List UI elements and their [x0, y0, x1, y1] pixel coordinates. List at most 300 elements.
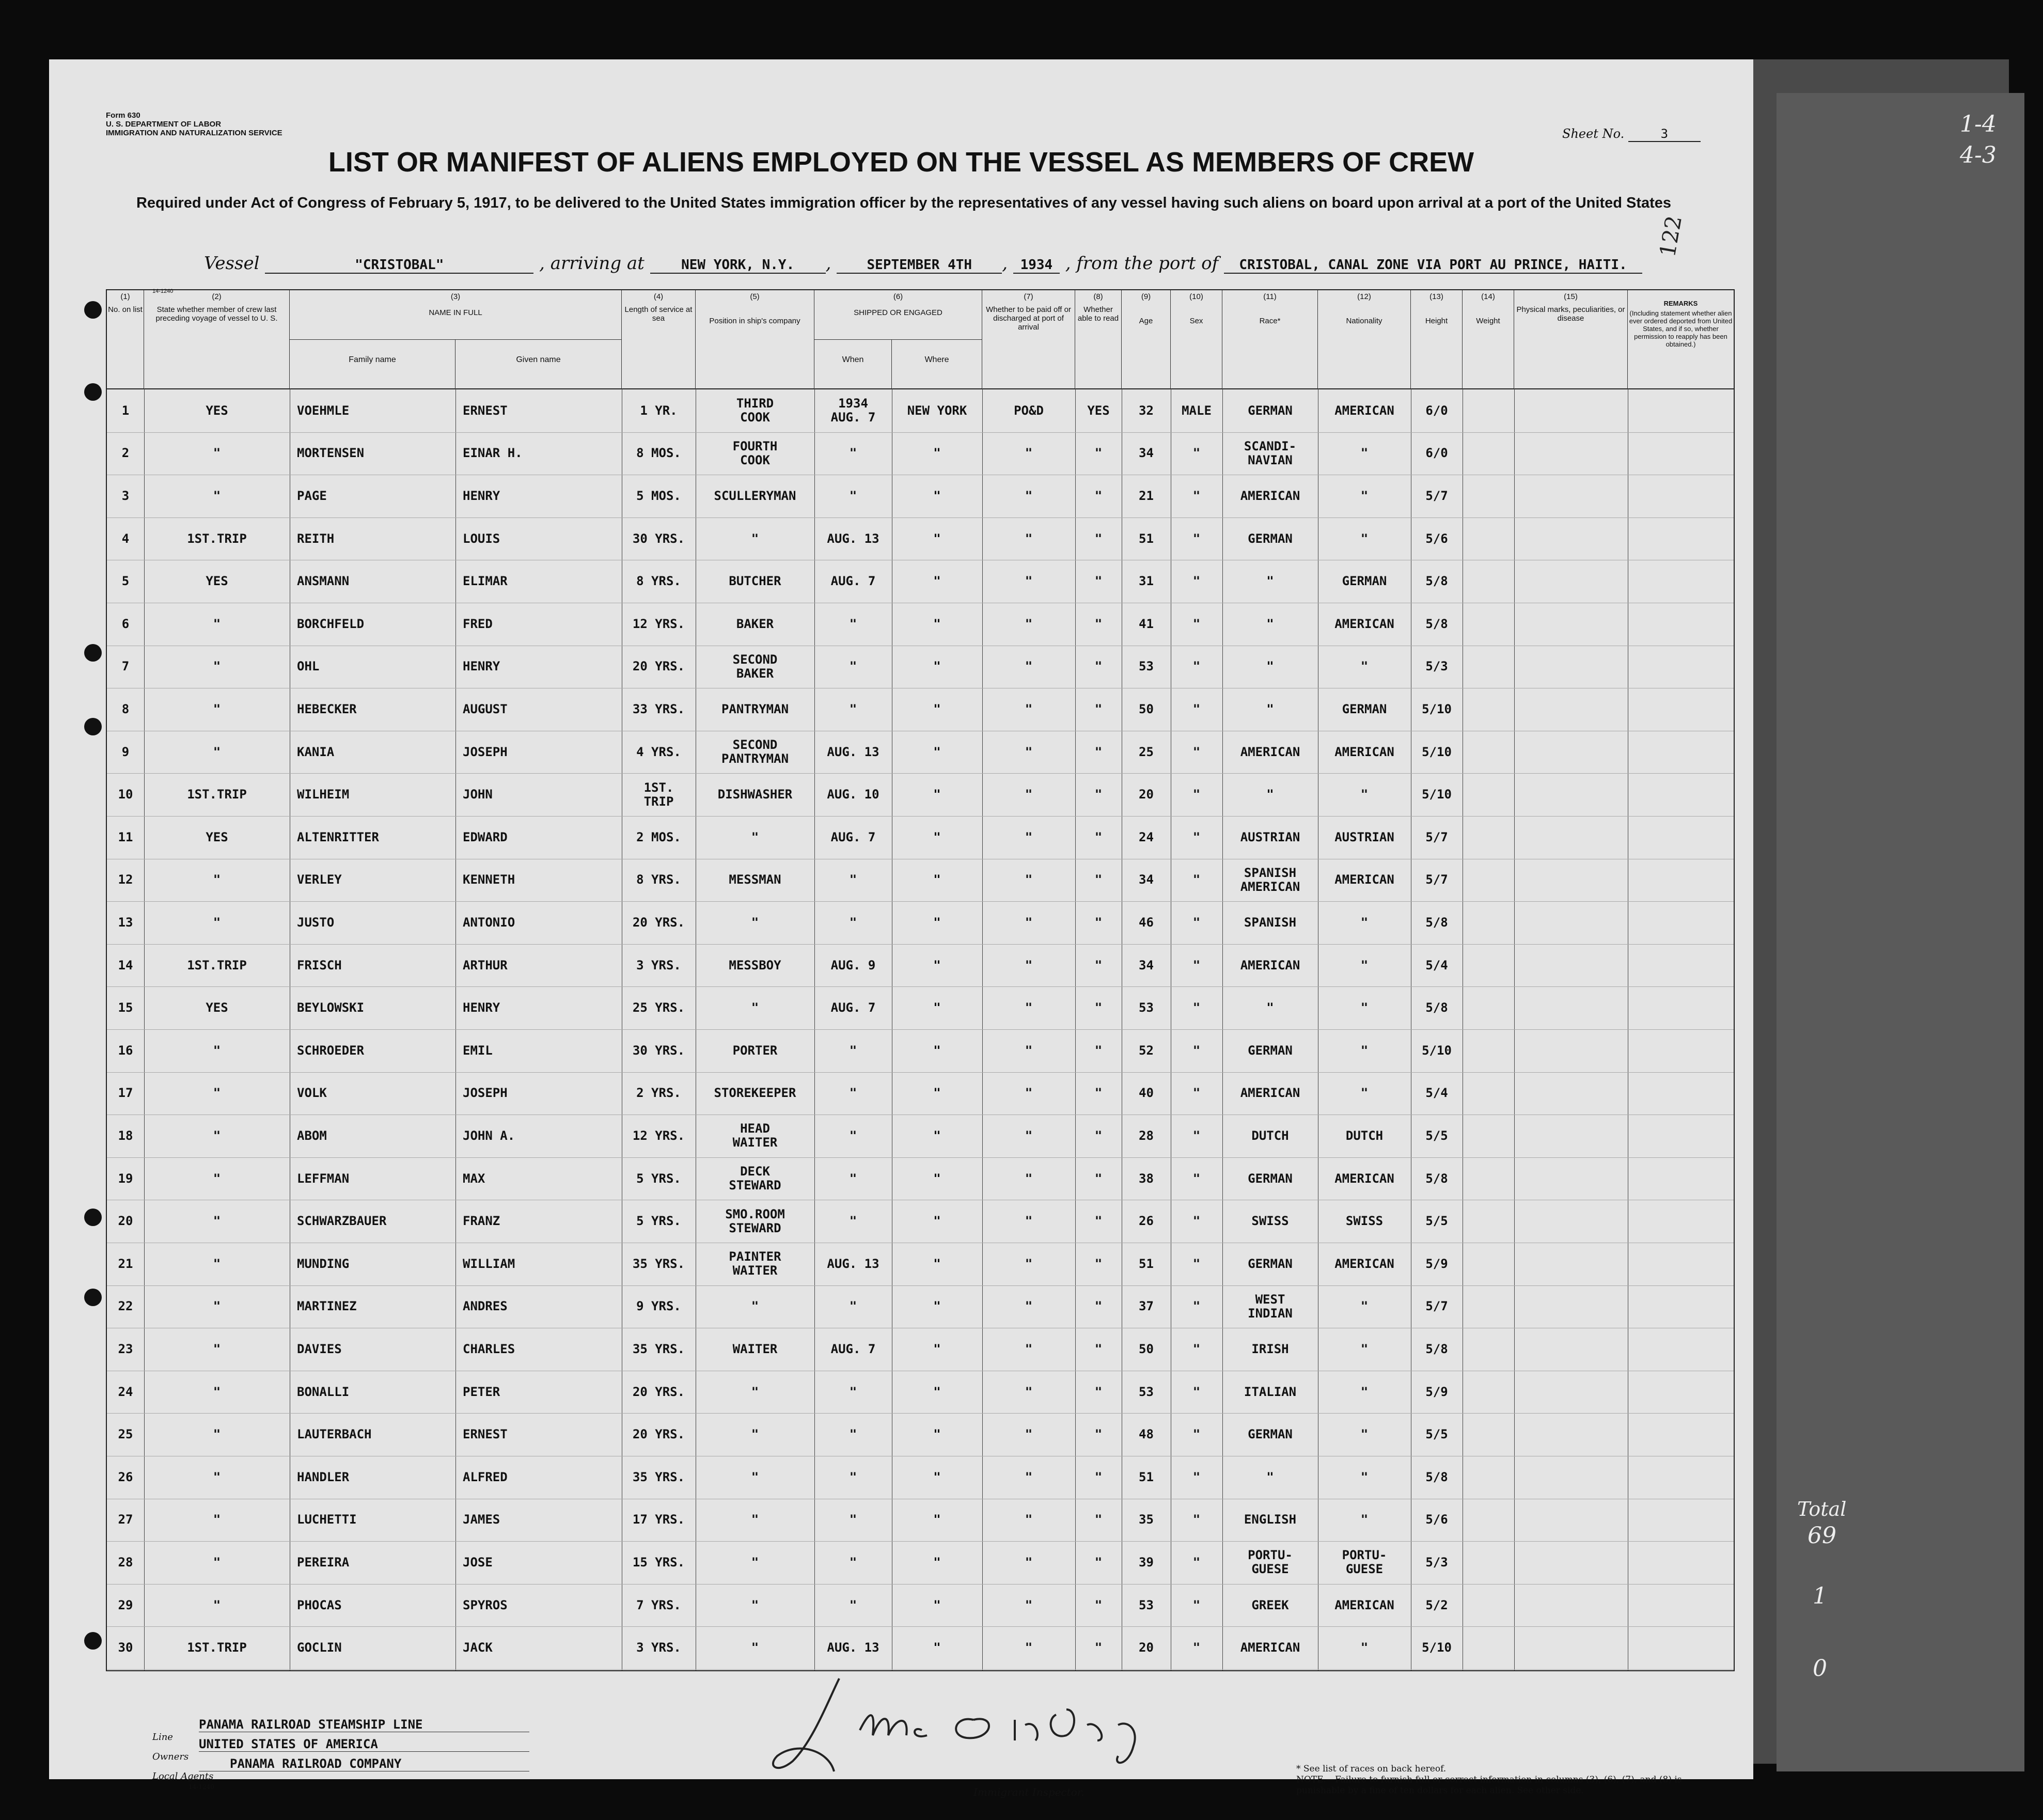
table-row: [107, 1413, 1734, 1456]
cell-family: DAVIES: [297, 1341, 342, 1356]
cell-height: 5/5: [1425, 1427, 1448, 1442]
cell-nationality: AMERICAN: [1334, 1597, 1394, 1612]
cell-prev: ": [213, 488, 221, 503]
cell-read: ": [1094, 1640, 1103, 1655]
cell-age: 34: [1139, 446, 1154, 461]
cell-no: 15: [118, 1000, 133, 1015]
cell-service: 7 YRS.: [636, 1597, 681, 1612]
cell-sex: ": [1192, 1000, 1201, 1015]
cell-sex: ": [1192, 1640, 1201, 1655]
cell-age: 31: [1139, 574, 1154, 589]
cell-race: AUSTRIAN: [1240, 829, 1300, 844]
cell-family: ANSMANN: [297, 574, 350, 589]
cell-prev: 1ST.TRIP: [187, 531, 247, 546]
cell-read: ": [1094, 1597, 1103, 1612]
cell-prev: ": [213, 1086, 221, 1101]
cell-nationality: AUSTRIAN: [1334, 829, 1394, 844]
owners-label: Owners: [152, 1751, 189, 1762]
cell-paid: ": [1025, 659, 1033, 674]
cell-paid: ": [1025, 829, 1033, 844]
cell-service: 5 MOS.: [636, 488, 681, 503]
owners-rule: [199, 1751, 529, 1752]
cell-sex: ": [1192, 958, 1201, 972]
cell-where: ": [933, 574, 941, 589]
cell-sex: ": [1192, 1555, 1201, 1570]
cell-service: 30 YRS.: [632, 1043, 685, 1058]
cell-where: ": [933, 1086, 941, 1101]
cell-given: ERNEST: [463, 1427, 508, 1442]
cell-race: ": [1266, 574, 1274, 589]
cell-no: 12: [118, 872, 133, 887]
cell-when: ": [849, 915, 857, 930]
cell-age: 20: [1139, 1640, 1154, 1655]
cell-where: ": [933, 1299, 941, 1314]
cell-where: ": [933, 1384, 941, 1399]
col-header-2: (2) State whether member of crew last preceding voyage of vessel to U. S.: [144, 290, 290, 388]
cell-where: ": [933, 659, 941, 674]
table-row: [107, 475, 1734, 518]
cell-race: ": [1266, 701, 1274, 716]
cell-service: 17 YRS.: [632, 1512, 685, 1527]
cell-service: 35 YRS.: [632, 1256, 685, 1271]
cell-height: 5/5: [1425, 1128, 1448, 1143]
cell-race: ": [1266, 659, 1274, 674]
cell-when: ": [849, 1086, 857, 1101]
cell-prev: ": [213, 1299, 221, 1314]
cell-service: 9 YRS.: [636, 1299, 681, 1314]
cell-given: WILLIAM: [463, 1256, 515, 1271]
cell-family: PHOCAS: [297, 1597, 342, 1612]
cell-when: ": [849, 1299, 857, 1314]
table-row: [107, 986, 1734, 1030]
cell-prev: ": [213, 701, 221, 716]
cell-service: 33 YRS.: [632, 701, 685, 716]
cell-where: ": [933, 616, 941, 631]
cell-read: ": [1094, 1043, 1103, 1058]
table-row: [107, 773, 1734, 817]
cell-race: SCANDI- NAVIAN: [1244, 438, 1297, 467]
cell-read: ": [1094, 1469, 1103, 1484]
cell-service: 1 YR.: [640, 403, 678, 418]
cell-family: ALTENRITTER: [297, 829, 379, 844]
cell-age: 39: [1139, 1555, 1154, 1570]
cell-family: GOCLIN: [297, 1640, 342, 1655]
cell-height: 5/10: [1422, 1043, 1452, 1058]
cell-when: AUG. 13: [827, 744, 879, 759]
cell-where: ": [933, 531, 941, 546]
cell-height: 5/10: [1422, 1640, 1452, 1655]
cell-read: ": [1094, 1086, 1103, 1101]
sheet-no-label: Sheet No.: [1562, 127, 1625, 141]
cell-when: AUG. 7: [830, 1341, 876, 1356]
table-row: [107, 646, 1734, 689]
cell-nationality: ": [1360, 1469, 1369, 1484]
cell-given: FRANZ: [463, 1214, 500, 1229]
cell-race: GERMAN: [1248, 1427, 1293, 1442]
cell-height: 5/7: [1425, 872, 1448, 887]
cell-nationality: AMERICAN: [1334, 1256, 1394, 1271]
cell-given: HENRY: [463, 659, 500, 674]
cell-service: 20 YRS.: [632, 1384, 685, 1399]
cell-no: 5: [121, 574, 130, 589]
cell-service: 35 YRS.: [632, 1469, 685, 1484]
cell-family: BEYLOWSKI: [297, 1000, 365, 1015]
cell-height: 5/8: [1425, 616, 1448, 631]
vessel-name: "CRISTOBAL": [265, 257, 533, 274]
cell-family: MORTENSEN: [297, 446, 365, 461]
cell-position: MESSMAN: [729, 872, 781, 887]
table-row: [107, 1029, 1734, 1073]
cell-no: 17: [118, 1086, 133, 1101]
vessel-line: Vessel "CRISTOBAL" , arriving at NEW YORK, N.Y. , SEPTEMBER 4TH , 1934 , from the port of CRISTOBAL, CANAL ZONE VIA PORT AU PRINCE, HAITI.: [204, 253, 1642, 274]
margin-note-1: 1-4: [1960, 111, 1997, 137]
margin-note-4: 0: [1813, 1655, 1827, 1682]
cell-where: ": [933, 787, 941, 802]
page-title: LIST OR MANIFEST OF ALIENS EMPLOYED ON THE VESSEL AS MEMBERS OF CREW: [328, 147, 1474, 178]
cell-read: ": [1094, 574, 1103, 589]
cell-when: ": [849, 872, 857, 887]
cell-when: ": [849, 1597, 857, 1612]
cell-service: 1ST. TRIP: [643, 780, 674, 809]
cell-sex: MALE: [1182, 403, 1212, 418]
from-port: CRISTOBAL, CANAL ZONE VIA PORT AU PRINCE, HAITI.: [1224, 257, 1642, 274]
cell-no: 3: [121, 488, 130, 503]
cell-paid: ": [1025, 1555, 1033, 1570]
cell-prev: ": [213, 616, 221, 631]
cell-family: WILHEIM: [297, 787, 350, 802]
cell-sex: ": [1192, 531, 1201, 546]
cell-position: THIRD COOK: [736, 396, 774, 425]
form-number: Form 630: [106, 111, 140, 120]
cell-no: 28: [118, 1555, 133, 1570]
cell-when: ": [849, 1171, 857, 1186]
table-row: [107, 731, 1734, 774]
cell-family: PAGE: [297, 488, 327, 503]
cell-nationality: ": [1360, 1086, 1369, 1101]
cell-no: 24: [118, 1384, 133, 1399]
col-header-1: (1) No. on list: [107, 290, 144, 388]
cell-given: HENRY: [463, 1000, 500, 1015]
cell-where: ": [933, 958, 941, 972]
binder-hole: [84, 1632, 102, 1650]
cell-race: SPANISH AMERICAN: [1240, 865, 1300, 894]
cell-when: ": [849, 1469, 857, 1484]
cell-no: 23: [118, 1341, 133, 1356]
cell-height: 5/8: [1425, 574, 1448, 589]
cell-age: 40: [1139, 1086, 1154, 1101]
cell-family: ABOM: [297, 1128, 327, 1143]
cell-position: ": [751, 1384, 759, 1399]
cell-position: ": [751, 1555, 759, 1570]
cell-read: ": [1094, 1000, 1103, 1015]
cell-where: ": [933, 1214, 941, 1229]
cell-nationality: ": [1360, 488, 1369, 503]
cell-family: MUNDING: [297, 1256, 350, 1271]
cell-height: 5/3: [1425, 1555, 1448, 1570]
margin-note-total: 69: [1808, 1523, 1836, 1549]
cell-race: ": [1266, 1000, 1274, 1015]
binder-hole: [84, 301, 102, 319]
cell-where: ": [933, 1640, 941, 1655]
cell-where: ": [933, 1597, 941, 1612]
cell-race: GERMAN: [1248, 1043, 1293, 1058]
table-row: [107, 560, 1734, 603]
cell-position: STOREKEEPER: [714, 1086, 796, 1101]
cell-position: ": [751, 829, 759, 844]
cell-nationality: ": [1360, 1043, 1369, 1058]
binder-hole: [84, 644, 102, 662]
cell-prev: ": [213, 744, 221, 759]
cell-paid: ": [1025, 446, 1033, 461]
cell-nationality: ": [1360, 915, 1369, 930]
cell-age: 50: [1139, 1341, 1154, 1356]
cell-where: ": [933, 1555, 941, 1570]
table-row: [107, 816, 1734, 859]
cell-where: ": [933, 1256, 941, 1271]
table-row: [107, 944, 1734, 987]
cell-service: 20 YRS.: [632, 915, 685, 930]
cell-prev: ": [213, 1214, 221, 1229]
table-row: [107, 603, 1734, 646]
col-subheader-given: Given name: [455, 339, 622, 388]
line-label: Line: [152, 1732, 173, 1743]
cell-when: ": [849, 1384, 857, 1399]
cell-race: AMERICAN: [1240, 958, 1300, 972]
cell-where: ": [933, 1171, 941, 1186]
cell-height: 5/8: [1425, 1341, 1448, 1356]
table-row: [107, 1626, 1734, 1670]
cell-paid: ": [1025, 1640, 1033, 1655]
col-header-7: (7) Whether to be paid off or discharged at port of arrival: [982, 290, 1075, 388]
cell-sex: ": [1192, 829, 1201, 844]
cell-service: 8 YRS.: [636, 574, 681, 589]
cell-paid: ": [1025, 701, 1033, 716]
cell-race: AMERICAN: [1240, 1086, 1300, 1101]
cell-when: ": [849, 659, 857, 674]
cell-paid: ": [1025, 1000, 1033, 1015]
cell-service: 5 YRS.: [636, 1171, 681, 1186]
cell-when: ": [849, 1512, 857, 1527]
cell-sex: ": [1192, 1597, 1201, 1612]
cell-sex: ": [1192, 915, 1201, 930]
cell-race: AMERICAN: [1240, 1640, 1300, 1655]
cell-where: ": [933, 915, 941, 930]
cell-service: 3 YRS.: [636, 1640, 681, 1655]
cell-position: ": [751, 1000, 759, 1015]
margin-note-2: 4-3: [1960, 142, 1997, 168]
cell-position: ": [751, 1597, 759, 1612]
table-row: [107, 432, 1734, 476]
cell-paid: ": [1025, 1086, 1033, 1101]
cell-position: WAITER: [732, 1341, 778, 1356]
cell-where: ": [933, 1427, 941, 1442]
cell-paid: ": [1025, 1214, 1033, 1229]
cell-nationality: ": [1360, 958, 1369, 972]
cell-position: SMO.ROOM STEWARD: [725, 1206, 785, 1235]
cell-paid: ": [1025, 1384, 1033, 1399]
cell-read: ": [1094, 1171, 1103, 1186]
cell-age: 53: [1139, 1000, 1154, 1015]
cell-sex: ": [1192, 574, 1201, 589]
cell-where: ": [933, 1469, 941, 1484]
cell-prev: ": [213, 1469, 221, 1484]
binder-hole: [84, 383, 102, 401]
cell-read: ": [1094, 1256, 1103, 1271]
cell-family: JUSTO: [297, 915, 335, 930]
cell-nationality: ": [1360, 446, 1369, 461]
cell-prev: ": [213, 1256, 221, 1271]
cell-nationality: ": [1360, 659, 1369, 674]
cell-given: JOSEPH: [463, 744, 508, 759]
cell-prev: 1ST.TRIP: [187, 787, 247, 802]
cell-read: ": [1094, 446, 1103, 461]
cell-position: ": [751, 1299, 759, 1314]
form-code-top: 14-1240: [152, 288, 174, 294]
table-row: [107, 1541, 1734, 1584]
cell-position: ": [751, 1427, 759, 1442]
cell-prev: ": [213, 1427, 221, 1442]
cell-position: BAKER: [736, 616, 774, 631]
cell-prev: ": [213, 1597, 221, 1612]
cell-race: GERMAN: [1248, 403, 1293, 418]
cell-given: PETER: [463, 1384, 500, 1399]
cell-position: BUTCHER: [729, 574, 781, 589]
cell-age: 52: [1139, 1043, 1154, 1058]
cell-where: ": [933, 1341, 941, 1356]
cell-no: 2: [121, 446, 130, 461]
cell-position: DECK STEWARD: [729, 1164, 781, 1193]
table-row: [107, 1200, 1734, 1243]
cell-race: AMERICAN: [1240, 744, 1300, 759]
cell-family: BORCHFELD: [297, 616, 365, 631]
cell-position: FOURTH COOK: [732, 438, 778, 467]
cell-race: GERMAN: [1248, 1171, 1293, 1186]
cell-prev: ": [213, 872, 221, 887]
cell-service: 35 YRS.: [632, 1341, 685, 1356]
agents-value: PANAMA RAILROAD COMPANY: [230, 1756, 402, 1771]
cell-no: 16: [118, 1043, 133, 1058]
arriving-port: NEW YORK, N.Y.: [650, 257, 826, 274]
cell-nationality: ": [1360, 1000, 1369, 1015]
cell-age: 20: [1139, 787, 1154, 802]
cell-nationality: ": [1360, 1427, 1369, 1442]
department: U. S. DEPARTMENT OF LABOR: [106, 120, 222, 129]
cell-prev: ": [213, 1171, 221, 1186]
col-header-12: (12) Nationality: [1318, 290, 1411, 388]
cell-given: EINAR H.: [463, 446, 523, 461]
cell-given: EMIL: [463, 1043, 493, 1058]
table-row: [107, 389, 1734, 433]
cell-sex: ": [1192, 1341, 1201, 1356]
cell-race: SWISS: [1251, 1214, 1289, 1229]
cell-family: FRISCH: [297, 958, 342, 972]
cell-age: 46: [1139, 915, 1154, 930]
cell-read: ": [1094, 659, 1103, 674]
cell-read: ": [1094, 829, 1103, 844]
owners-value: UNITED STATES OF AMERICA: [199, 1737, 378, 1751]
cell-sex: ": [1192, 1427, 1201, 1442]
cell-prev: ": [213, 1384, 221, 1399]
cell-sex: ": [1192, 1299, 1201, 1314]
cell-nationality: ": [1360, 531, 1369, 546]
cell-service: 3 YRS.: [636, 958, 681, 972]
cell-sex: ": [1192, 488, 1201, 503]
cell-position: ": [751, 1469, 759, 1484]
cell-no: 20: [118, 1214, 133, 1229]
cell-family: SCHROEDER: [297, 1043, 365, 1058]
cell-no: 13: [118, 915, 133, 930]
cell-when: ": [849, 1043, 857, 1058]
col-header-9: (9) Age: [1122, 290, 1171, 388]
cell-race: GERMAN: [1248, 531, 1293, 546]
cell-family: LUCHETTI: [297, 1512, 357, 1527]
cell-where: ": [933, 829, 941, 844]
cell-sex: ": [1192, 1512, 1201, 1527]
cell-nationality: ": [1360, 1299, 1369, 1314]
cell-race: ": [1266, 787, 1274, 802]
cell-height: 5/10: [1422, 744, 1452, 759]
cell-when: AUG. 13: [827, 1256, 879, 1271]
cell-read: ": [1094, 701, 1103, 716]
cell-family: OHL: [297, 659, 320, 674]
cell-age: 38: [1139, 1171, 1154, 1186]
cell-prev: ": [213, 1512, 221, 1527]
cell-prev: ": [213, 1043, 221, 1058]
cell-height: 6/0: [1425, 446, 1448, 461]
table-row: [107, 1584, 1734, 1627]
cell-family: VOEHMLE: [297, 403, 350, 418]
cell-position: ": [751, 531, 759, 546]
cell-read: YES: [1087, 403, 1110, 418]
cell-given: AUGUST: [463, 701, 508, 716]
cell-paid: ": [1025, 915, 1033, 930]
cell-race: SPANISH: [1244, 915, 1297, 930]
cell-no: 30: [118, 1640, 133, 1655]
cell-paid: ": [1025, 1341, 1033, 1356]
cell-sex: ": [1192, 872, 1201, 887]
cell-age: 41: [1139, 616, 1154, 631]
cell-prev: 1ST.TRIP: [187, 1640, 247, 1655]
cell-read: ": [1094, 1555, 1103, 1570]
cell-prev: ": [213, 1128, 221, 1143]
cell-when: ": [849, 446, 857, 461]
cell-race: AMERICAN: [1240, 488, 1300, 503]
cell-when: ": [849, 1427, 857, 1442]
cell-age: 26: [1139, 1214, 1154, 1229]
cell-given: JOSE: [463, 1555, 493, 1570]
cell-height: 5/9: [1425, 1384, 1448, 1399]
cell-paid: ": [1025, 574, 1033, 589]
col-header-15: (15) Physical marks, peculiarities, or disease: [1514, 290, 1628, 388]
cell-sex: ": [1192, 1086, 1201, 1101]
col-header-remarks: REMARKS (Including statement whether alien ever ordered deported from United States, and if so, whether permission to reapply has been obtained.): [1629, 300, 1733, 348]
cell-given: JOSEPH: [463, 1086, 508, 1101]
inspector-label: Immigrant Inspector.: [973, 1786, 1085, 1798]
page-subtitle: Required under Act of Congress of February 5, 1917, to be delivered to the United States immigration officer by the representatives of any vessel having such aliens on board upon arrival at a port of the United States: [136, 195, 1672, 211]
cell-age: 28: [1139, 1128, 1154, 1143]
binder-hole: [84, 1289, 102, 1306]
cell-given: JOHN: [463, 787, 493, 802]
cell-given: SPYROS: [463, 1597, 508, 1612]
vessel-label: Vessel: [204, 253, 260, 274]
col-header-13: (13) Height: [1411, 290, 1463, 388]
sheet-number: [1562, 127, 1701, 142]
cell-family: MARTINEZ: [297, 1299, 357, 1314]
cell-when: AUG. 7: [830, 829, 876, 844]
cell-nationality: ": [1360, 1640, 1369, 1655]
cell-height: 6/0: [1425, 403, 1448, 418]
cell-height: 5/3: [1425, 659, 1448, 674]
